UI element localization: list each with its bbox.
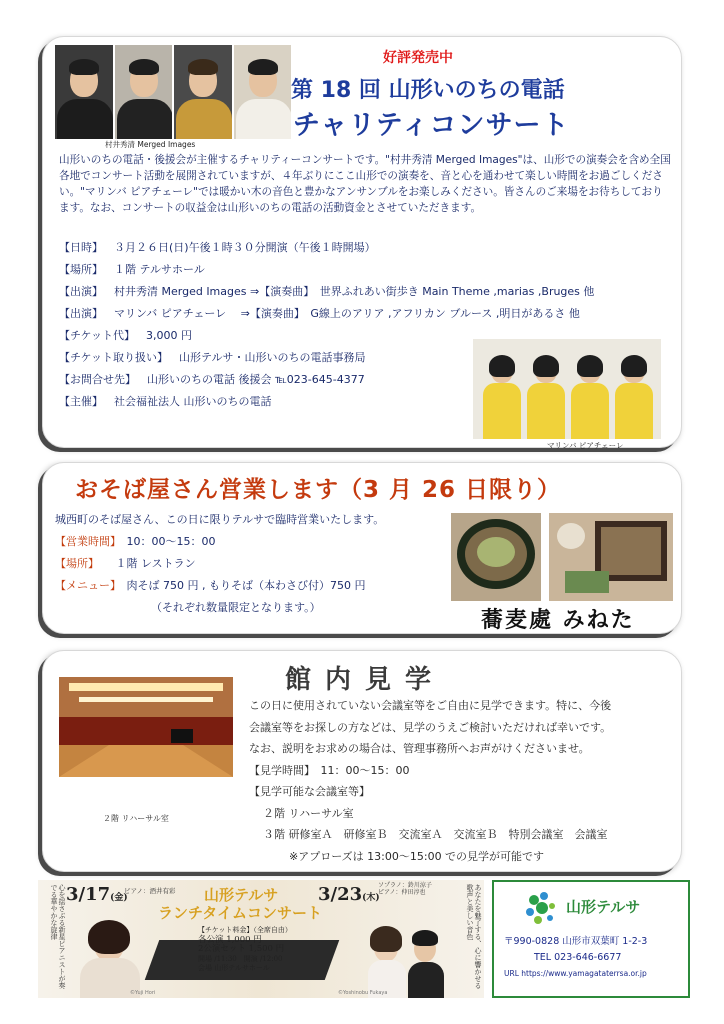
info-row-performer1: 【出演】 村井秀清 Merged Images ⇒【演奏曲】 世界ふれあい街歩き Main Theme ,marias ,Bruges 他 [59, 285, 595, 298]
tour-desc-1: この日に使用されていない会議室等をご自由に見学できます。特に、今後 [249, 699, 612, 712]
info-row-date: 【日時】 ３月２６日(日)午後１時３０分開演（午後１時開場） [59, 241, 376, 254]
contact-tel: TEL 023-646-6677 [534, 952, 622, 963]
terrsa-logo-icon [520, 890, 560, 928]
singers-photo [368, 916, 448, 996]
contact-details [504, 934, 647, 982]
tour-desc-2: 会議室等をお探しの方などは、見学のうえご検討いただければ幸いです。 [249, 720, 612, 734]
niku-soba-photo [451, 513, 541, 601]
rehearsal-room-caption: ２階 リハーサル室 [103, 814, 169, 823]
info-row-performer2: 【出演】 マリンバ ピアチェーレ ⇒【演奏曲】 G線上のアリア ,アフリカン ブルース ,明日があるさ 他 [59, 307, 580, 320]
tour-info [249, 695, 611, 867]
soba-info [55, 509, 384, 619]
banner-ticket-info: 【チケット料金】（全席自由） 各公演 1,000 円 2公演セット 1,500 円 開場 /11:30 開演 /12:00 会場 山形テルサホール [198, 926, 292, 972]
banner-performer2: ソプラノ：鈴川涼子 ピアノ：仲田淳也 [378, 882, 432, 896]
soba-menu-note: （それぞれ数量限定となります。） [151, 601, 321, 614]
banner-date2: 3/23(木) [318, 884, 380, 905]
tour-note: ※アプローズは 13:00～15:00 での見学が可能です [289, 849, 545, 863]
terrsa-logo-text: 山形テルサ [566, 898, 641, 916]
info-row-contact: 【お問合せ先】 山形いのちの電話 後援会 ℡023-645-4377 [59, 373, 365, 386]
tour-time: 【見学時間】 11：00～15：00 [249, 763, 410, 777]
tour-rooms-2f: ２階 リハーサル室 [263, 806, 354, 820]
soba-hours: 【営業時間】 10：00～15：00 [55, 535, 216, 548]
mori-soba-photo [549, 513, 673, 601]
shop-logo: 蕎麦處 みねた [481, 607, 635, 633]
tour-desc-3: なお、説明をお求めの場合は、管理事務所へお声がけくださいませ。 [249, 742, 590, 755]
lunchtime-concert-banner [38, 880, 484, 998]
banner-tagline-right: あなたを魅了する、心に響かせる歌声と美しい音色 [466, 884, 482, 989]
pianist-photo [74, 914, 148, 994]
info-row-ticket-sales: 【チケット取り扱い】 山形テルサ・山形いのちの電話事務局 [59, 351, 366, 364]
concert-panel [42, 36, 682, 448]
soba-menu: 【メニュー】 肉そば 750 円 , もりそば（本わさび付）750 円 [55, 579, 366, 592]
performer-photo-caption: 村井秀清 Merged Images [105, 140, 196, 149]
tour-rooms-3f: ３階 研修室Ａ 研修室Ｂ 交流室Ａ 交流室Ｂ 特別会議室 会議室 [263, 828, 608, 841]
performer-photo [174, 45, 232, 139]
banner-title1: 山形テルサ [204, 886, 279, 904]
concert-title-line1: 第 18 回 山形いのちの電話 [291, 78, 565, 103]
info-row-organizer: 【主催】 社会福祉法人 山形いのちの電話 [59, 395, 272, 408]
tour-title: 館内見学 [285, 665, 446, 695]
soba-place: 【場所】 １階 レストラン [55, 557, 196, 570]
soba-title: おそば屋さん営業します（3 月 26 日限り） [75, 477, 562, 503]
photo-credit-1: ©Yuji Hori [130, 990, 156, 996]
rehearsal-room-photo [59, 677, 233, 777]
soba-intro: 城西町のそば屋さん、この日に限りテルサで臨時営業いたします。 [55, 513, 385, 526]
photo-credit-2: ©Yoshinobu Fukaya [338, 990, 388, 996]
banner-title2: ランチタイムコンサート [158, 904, 322, 922]
concert-intro: 山形いのちの電話・後援会が主催するチャリティーコンサートです。"村井秀清 Merged Images"は、山形での演奏会を含め全国各地でコンサート活動を展開されていますが、４年ぶりにここ山形での演奏を、音と心を通わせて楽しい時間をお過ごしください。"マリンバ ピアチェーレ"では暖かい木の音色と豊かなアンサンブルをお楽しみください。皆さんのご来場をお待ちしております。なお、コンサートの収益金は山形いのちの電話の活動資金とさせていただきます。 [59, 154, 671, 214]
marimba-group-photo [473, 339, 661, 439]
info-row-place: 【場所】 １階 テルサホール [59, 263, 205, 276]
banner-tagline-left: 心を揺さぶる新星ピアニストが奏でる華やかな旋律 [50, 884, 66, 989]
performer-photos [55, 45, 291, 139]
performer-photo [115, 45, 173, 139]
on-sale-tagline: 好評発売中 [383, 50, 453, 66]
performer-photo [234, 45, 292, 139]
tour-panel [42, 650, 682, 872]
marimba-photo-caption: マリンバ ピアチェーレ [547, 441, 624, 450]
tour-rooms-label: 【見学可能な会議室等】 [249, 785, 370, 798]
banner-date1: 3/17(金) [66, 884, 128, 905]
performer-photo [55, 45, 113, 139]
concert-title-line2: チャリティコンサート [293, 110, 570, 141]
soba-panel [42, 462, 682, 634]
contact-url[interactable]: URL https://www.yamagataterrsa.or.jp [504, 969, 647, 978]
contact-box [492, 880, 690, 998]
info-row-ticket-price: 【チケット代】 3,000 円 [59, 329, 193, 342]
contact-address: 〒990-0828 山形市双葉町 1-2-3 [504, 936, 648, 947]
banner-performer1: ピアノ：酒井有彩 [124, 887, 176, 895]
